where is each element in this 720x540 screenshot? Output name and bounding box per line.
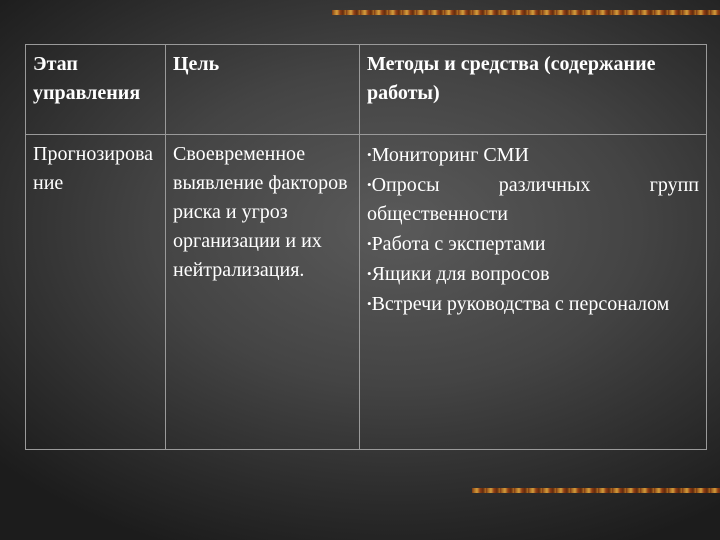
list-item [367,259,699,289]
list-item [367,140,699,170]
header-stage: Этап управления [26,45,166,135]
bullet-icon: • [367,236,372,251]
list-item [367,170,699,229]
cell-goal: Своевременное выявление факторов риска и угроз организации и их нейтрализация. [166,135,360,450]
cell-stage: Прогнозирование [26,135,166,450]
content-table [25,44,707,450]
table-header-row [26,45,707,135]
decorative-stripe-top [332,10,720,15]
method-text: Мониторинг СМИ [371,144,529,166]
header-methods: Методы и средства (содержание работы) [360,45,707,135]
method-text: Опросы различных групп общественности [367,174,699,225]
list-item [367,229,699,259]
decorative-stripe-bottom [472,488,720,493]
table-row [26,135,707,450]
bullet-icon: • [367,147,372,162]
bullet-icon: • [367,177,372,192]
bullet-icon: • [367,266,372,281]
bullet-icon: • [367,296,372,311]
methods-list [367,140,699,319]
cell-methods [360,135,707,450]
method-text: Встречи руководства с персоналом [371,293,670,315]
list-item [367,289,699,319]
method-text: Работа с экспертами [371,233,546,255]
header-goal: Цель [166,45,360,135]
method-text: Ящики для вопросов [371,263,550,285]
